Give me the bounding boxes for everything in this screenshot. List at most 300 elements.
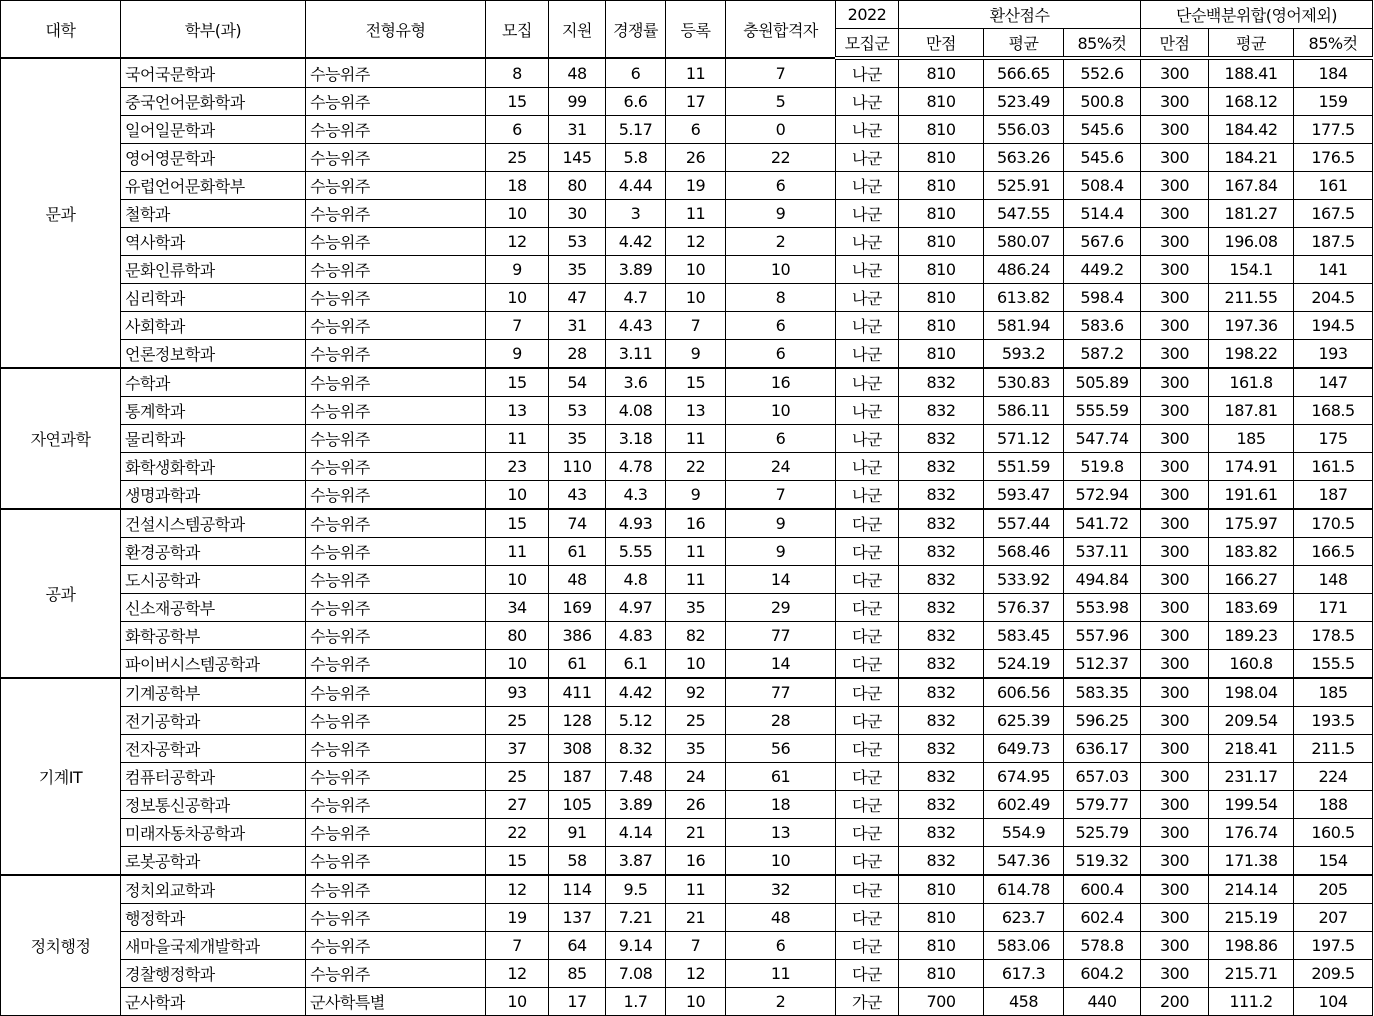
pct-cut-cell: 160.5 [1294, 819, 1373, 847]
conv-avg-cell: 556.03 [984, 116, 1064, 144]
dept-cell: 역사학과 [121, 228, 306, 256]
conv-full-cell: 832 [899, 791, 984, 819]
quota-cell: 15 [486, 88, 549, 116]
extra-cell: 32 [726, 875, 836, 904]
dept-cell: 생명과학과 [121, 481, 306, 510]
conv-cut-cell: 519.32 [1064, 847, 1141, 876]
ratio-cell: 6.1 [606, 650, 666, 679]
pct-cut-cell: 177.5 [1294, 116, 1373, 144]
dept-cell: 물리학과 [121, 425, 306, 453]
dept-cell: 철학과 [121, 200, 306, 228]
type-cell: 수능위주 [306, 847, 486, 876]
table-row [1, 622, 1373, 650]
group-cell: 다군 [836, 960, 899, 988]
type-cell: 수능위주 [306, 707, 486, 735]
pct-avg-cell: 160.8 [1209, 650, 1294, 679]
pct-full-cell: 300 [1141, 200, 1209, 228]
conv-avg-cell: 613.82 [984, 284, 1064, 312]
conv-cut-cell: 541.72 [1064, 509, 1141, 538]
type-cell: 수능위주 [306, 172, 486, 200]
conv-avg-cell: 566.65 [984, 58, 1064, 88]
extra-cell: 61 [726, 763, 836, 791]
quota-cell: 9 [486, 256, 549, 284]
conv-cut-cell: 449.2 [1064, 256, 1141, 284]
table-row [1, 256, 1373, 284]
quota-cell: 93 [486, 678, 549, 707]
conv-avg-cell: 583.06 [984, 932, 1064, 960]
table-row [1, 228, 1373, 256]
group-cell: 다군 [836, 847, 899, 876]
registered-cell: 17 [666, 88, 726, 116]
type-cell: 수능위주 [306, 116, 486, 144]
quota-cell: 25 [486, 144, 549, 172]
table-row [1, 566, 1373, 594]
applicants-cell: 128 [549, 707, 606, 735]
registered-cell: 11 [666, 566, 726, 594]
group-cell: 나군 [836, 340, 899, 369]
table-row [1, 763, 1373, 791]
header-percentile: 단순백분위합(영어제외) [1141, 1, 1373, 29]
pct-cut-cell: 187.5 [1294, 228, 1373, 256]
table-row [1, 481, 1373, 510]
registered-cell: 10 [666, 988, 726, 1016]
ratio-cell: 4.97 [606, 594, 666, 622]
header-pct-avg: 평균 [1209, 29, 1294, 59]
type-cell: 수능위주 [306, 622, 486, 650]
pct-cut-cell: 175 [1294, 425, 1373, 453]
pct-full-cell: 300 [1141, 509, 1209, 538]
type-cell: 수능위주 [306, 228, 486, 256]
header-converted: 환산점수 [899, 1, 1141, 29]
pct-cut-cell: 197.5 [1294, 932, 1373, 960]
header-conv-full: 만점 [899, 29, 984, 59]
extra-cell: 28 [726, 707, 836, 735]
type-cell: 수능위주 [306, 58, 486, 88]
extra-cell: 29 [726, 594, 836, 622]
type-cell: 수능위주 [306, 144, 486, 172]
dept-cell: 화학생화학과 [121, 453, 306, 481]
conv-full-cell: 810 [899, 256, 984, 284]
registered-cell: 11 [666, 200, 726, 228]
pct-cut-cell: 161.5 [1294, 453, 1373, 481]
conv-full-cell: 810 [899, 228, 984, 256]
extra-cell: 56 [726, 735, 836, 763]
ratio-cell: 9.14 [606, 932, 666, 960]
registered-cell: 24 [666, 763, 726, 791]
conv-full-cell: 832 [899, 763, 984, 791]
dept-cell: 영어영문학과 [121, 144, 306, 172]
conv-full-cell: 832 [899, 847, 984, 876]
extra-cell: 77 [726, 622, 836, 650]
ratio-cell: 3 [606, 200, 666, 228]
table-row [1, 707, 1373, 735]
registered-cell: 19 [666, 172, 726, 200]
pct-cut-cell: 178.5 [1294, 622, 1373, 650]
type-cell: 군사학특별 [306, 988, 486, 1016]
type-cell: 수능위주 [306, 256, 486, 284]
pct-avg-cell: 183.82 [1209, 538, 1294, 566]
applicants-cell: 31 [549, 312, 606, 340]
table-row [1, 425, 1373, 453]
table-row [1, 735, 1373, 763]
type-cell: 수능위주 [306, 397, 486, 425]
header-dept: 학부(과) [121, 1, 306, 59]
extra-cell: 7 [726, 481, 836, 510]
conv-avg-cell: 523.49 [984, 88, 1064, 116]
ratio-cell: 4.8 [606, 566, 666, 594]
quota-cell: 22 [486, 819, 549, 847]
table-row [1, 791, 1373, 819]
pct-cut-cell: 167.5 [1294, 200, 1373, 228]
dept-cell: 로봇공학과 [121, 847, 306, 876]
group-cell: 다군 [836, 594, 899, 622]
pct-cut-cell: 205 [1294, 875, 1373, 904]
pct-avg-cell: 196.08 [1209, 228, 1294, 256]
conv-avg-cell: 458 [984, 988, 1064, 1016]
group-cell: 나군 [836, 116, 899, 144]
table-row [1, 397, 1373, 425]
type-cell: 수능위주 [306, 509, 486, 538]
quota-cell: 15 [486, 509, 549, 538]
pct-avg-cell: 215.71 [1209, 960, 1294, 988]
registered-cell: 21 [666, 904, 726, 932]
extra-cell: 11 [726, 960, 836, 988]
pct-cut-cell: 209.5 [1294, 960, 1373, 988]
registered-cell: 11 [666, 875, 726, 904]
group-cell: 다군 [836, 622, 899, 650]
applicants-cell: 91 [549, 819, 606, 847]
conv-avg-cell: 557.44 [984, 509, 1064, 538]
extra-cell: 2 [726, 228, 836, 256]
applicants-cell: 47 [549, 284, 606, 312]
quota-cell: 27 [486, 791, 549, 819]
quota-cell: 80 [486, 622, 549, 650]
dept-cell: 정치외교학과 [121, 875, 306, 904]
conv-avg-cell: 576.37 [984, 594, 1064, 622]
extra-cell: 6 [726, 312, 836, 340]
pct-avg-cell: 174.91 [1209, 453, 1294, 481]
extra-cell: 9 [726, 538, 836, 566]
type-cell: 수능위주 [306, 368, 486, 397]
conv-cut-cell: 553.98 [1064, 594, 1141, 622]
conv-cut-cell: 579.77 [1064, 791, 1141, 819]
pct-avg-cell: 183.69 [1209, 594, 1294, 622]
applicants-cell: 308 [549, 735, 606, 763]
group-cell: 다군 [836, 735, 899, 763]
pct-cut-cell: 211.5 [1294, 735, 1373, 763]
pct-cut-cell: 168.5 [1294, 397, 1373, 425]
conv-full-cell: 832 [899, 453, 984, 481]
conv-avg-cell: 571.12 [984, 425, 1064, 453]
type-cell: 수능위주 [306, 594, 486, 622]
extra-cell: 6 [726, 172, 836, 200]
dept-cell: 환경공학과 [121, 538, 306, 566]
quota-cell: 15 [486, 368, 549, 397]
applicants-cell: 169 [549, 594, 606, 622]
pct-cut-cell: 224 [1294, 763, 1373, 791]
conv-full-cell: 832 [899, 538, 984, 566]
pct-avg-cell: 184.42 [1209, 116, 1294, 144]
ratio-cell: 4.08 [606, 397, 666, 425]
conv-avg-cell: 623.7 [984, 904, 1064, 932]
table-row [1, 678, 1373, 707]
dept-cell: 미래자동차공학과 [121, 819, 306, 847]
quota-cell: 7 [486, 932, 549, 960]
ratio-cell: 4.78 [606, 453, 666, 481]
conv-cut-cell: 583.6 [1064, 312, 1141, 340]
extra-cell: 6 [726, 425, 836, 453]
applicants-cell: 74 [549, 509, 606, 538]
pct-full-cell: 300 [1141, 960, 1209, 988]
table-row [1, 594, 1373, 622]
quota-cell: 12 [486, 960, 549, 988]
conv-full-cell: 832 [899, 650, 984, 679]
dept-cell: 도시공학과 [121, 566, 306, 594]
college-cell: 문과 [1, 58, 121, 368]
college-cell: 공과 [1, 509, 121, 678]
pct-avg-cell: 198.04 [1209, 678, 1294, 707]
header-ratio: 경쟁률 [606, 1, 666, 59]
pct-avg-cell: 161.8 [1209, 368, 1294, 397]
pct-avg-cell: 211.55 [1209, 284, 1294, 312]
table-row [1, 650, 1373, 679]
registered-cell: 9 [666, 481, 726, 510]
ratio-cell: 1.7 [606, 988, 666, 1016]
applicants-cell: 99 [549, 88, 606, 116]
header-conv-avg: 평균 [984, 29, 1064, 59]
group-cell: 나군 [836, 58, 899, 88]
pct-cut-cell: 170.5 [1294, 509, 1373, 538]
pct-full-cell: 300 [1141, 566, 1209, 594]
conv-full-cell: 810 [899, 58, 984, 88]
dept-cell: 새마을국제개발학과 [121, 932, 306, 960]
pct-avg-cell: 199.54 [1209, 791, 1294, 819]
applicants-cell: 48 [549, 58, 606, 88]
conv-full-cell: 832 [899, 594, 984, 622]
group-cell: 나군 [836, 397, 899, 425]
quota-cell: 37 [486, 735, 549, 763]
table-row [1, 932, 1373, 960]
extra-cell: 13 [726, 819, 836, 847]
conv-cut-cell: 636.17 [1064, 735, 1141, 763]
registered-cell: 10 [666, 650, 726, 679]
pct-cut-cell: 187 [1294, 481, 1373, 510]
pct-avg-cell: 167.84 [1209, 172, 1294, 200]
ratio-cell: 5.55 [606, 538, 666, 566]
registered-cell: 7 [666, 932, 726, 960]
pct-full-cell: 300 [1141, 622, 1209, 650]
conv-avg-cell: 617.3 [984, 960, 1064, 988]
pct-full-cell: 300 [1141, 791, 1209, 819]
table-row [1, 538, 1373, 566]
ratio-cell: 4.83 [606, 622, 666, 650]
header-conv-cut: 85%컷 [1064, 29, 1141, 59]
conv-avg-cell: 551.59 [984, 453, 1064, 481]
conv-full-cell: 810 [899, 904, 984, 932]
ratio-cell: 9.5 [606, 875, 666, 904]
conv-cut-cell: 600.4 [1064, 875, 1141, 904]
header-year: 2022 [836, 1, 899, 29]
quota-cell: 10 [486, 988, 549, 1016]
table-row [1, 144, 1373, 172]
type-cell: 수능위주 [306, 200, 486, 228]
pct-cut-cell: 141 [1294, 256, 1373, 284]
type-cell: 수능위주 [306, 875, 486, 904]
pct-full-cell: 300 [1141, 678, 1209, 707]
dept-cell: 컴퓨터공학과 [121, 763, 306, 791]
pct-avg-cell: 185 [1209, 425, 1294, 453]
group-cell: 나군 [836, 228, 899, 256]
pct-avg-cell: 181.27 [1209, 200, 1294, 228]
pct-cut-cell: 161 [1294, 172, 1373, 200]
conv-cut-cell: 545.6 [1064, 116, 1141, 144]
table-row [1, 368, 1373, 397]
type-cell: 수능위주 [306, 453, 486, 481]
group-cell: 다군 [836, 763, 899, 791]
extra-cell: 14 [726, 566, 836, 594]
pct-full-cell: 300 [1141, 735, 1209, 763]
conv-full-cell: 832 [899, 622, 984, 650]
pct-full-cell: 300 [1141, 481, 1209, 510]
applicants-cell: 61 [549, 650, 606, 679]
conv-full-cell: 832 [899, 481, 984, 510]
quota-cell: 25 [486, 707, 549, 735]
extra-cell: 2 [726, 988, 836, 1016]
ratio-cell: 4.42 [606, 228, 666, 256]
conv-full-cell: 832 [899, 735, 984, 763]
conv-full-cell: 810 [899, 340, 984, 369]
pct-full-cell: 200 [1141, 988, 1209, 1016]
type-cell: 수능위주 [306, 735, 486, 763]
pct-avg-cell: 171.38 [1209, 847, 1294, 876]
applicants-cell: 31 [549, 116, 606, 144]
conv-full-cell: 810 [899, 88, 984, 116]
applicants-cell: 58 [549, 847, 606, 876]
ratio-cell: 6 [606, 58, 666, 88]
group-cell: 나군 [836, 284, 899, 312]
pct-cut-cell: 194.5 [1294, 312, 1373, 340]
table-row [1, 312, 1373, 340]
conv-cut-cell: 508.4 [1064, 172, 1141, 200]
type-cell: 수능위주 [306, 791, 486, 819]
dept-cell: 전자공학과 [121, 735, 306, 763]
pct-full-cell: 300 [1141, 650, 1209, 679]
conv-cut-cell: 596.25 [1064, 707, 1141, 735]
ratio-cell: 7.21 [606, 904, 666, 932]
ratio-cell: 3.89 [606, 791, 666, 819]
applicants-cell: 64 [549, 932, 606, 960]
conv-avg-cell: 649.73 [984, 735, 1064, 763]
group-cell: 다군 [836, 538, 899, 566]
pct-avg-cell: 154.1 [1209, 256, 1294, 284]
extra-cell: 9 [726, 200, 836, 228]
extra-cell: 8 [726, 284, 836, 312]
pct-avg-cell: 209.54 [1209, 707, 1294, 735]
ratio-cell: 4.93 [606, 509, 666, 538]
conv-avg-cell: 525.91 [984, 172, 1064, 200]
quota-cell: 10 [486, 481, 549, 510]
registered-cell: 25 [666, 707, 726, 735]
pct-full-cell: 300 [1141, 397, 1209, 425]
table-row [1, 340, 1373, 369]
conv-full-cell: 700 [899, 988, 984, 1016]
pct-full-cell: 300 [1141, 368, 1209, 397]
table-row [1, 453, 1373, 481]
type-cell: 수능위주 [306, 481, 486, 510]
pct-avg-cell: 189.23 [1209, 622, 1294, 650]
conv-full-cell: 832 [899, 425, 984, 453]
pct-avg-cell: 215.19 [1209, 904, 1294, 932]
extra-cell: 18 [726, 791, 836, 819]
dept-cell: 화학공학부 [121, 622, 306, 650]
college-cell: 정치행정 [1, 875, 121, 1016]
type-cell: 수능위주 [306, 678, 486, 707]
registered-cell: 9 [666, 340, 726, 369]
conv-cut-cell: 602.4 [1064, 904, 1141, 932]
pct-full-cell: 300 [1141, 932, 1209, 960]
conv-cut-cell: 552.6 [1064, 58, 1141, 88]
conv-avg-cell: 547.55 [984, 200, 1064, 228]
conv-cut-cell: 525.79 [1064, 819, 1141, 847]
quota-cell: 13 [486, 397, 549, 425]
conv-full-cell: 810 [899, 960, 984, 988]
dept-cell: 신소재공학부 [121, 594, 306, 622]
conv-avg-cell: 563.26 [984, 144, 1064, 172]
group-cell: 다군 [836, 791, 899, 819]
group-cell: 나군 [836, 200, 899, 228]
table-row [1, 284, 1373, 312]
pct-cut-cell: 104 [1294, 988, 1373, 1016]
conv-avg-cell: 533.92 [984, 566, 1064, 594]
table-row [1, 904, 1373, 932]
pct-avg-cell: 175.97 [1209, 509, 1294, 538]
pct-full-cell: 300 [1141, 875, 1209, 904]
conv-cut-cell: 545.6 [1064, 144, 1141, 172]
group-cell: 나군 [836, 144, 899, 172]
registered-cell: 22 [666, 453, 726, 481]
pct-full-cell: 300 [1141, 58, 1209, 88]
conv-avg-cell: 614.78 [984, 875, 1064, 904]
conv-full-cell: 810 [899, 200, 984, 228]
registered-cell: 12 [666, 960, 726, 988]
ratio-cell: 5.17 [606, 116, 666, 144]
pct-avg-cell: 168.12 [1209, 88, 1294, 116]
ratio-cell: 5.12 [606, 707, 666, 735]
table-row [1, 88, 1373, 116]
conv-avg-cell: 625.39 [984, 707, 1064, 735]
group-cell: 가군 [836, 988, 899, 1016]
type-cell: 수능위주 [306, 340, 486, 369]
registered-cell: 10 [666, 284, 726, 312]
pct-full-cell: 300 [1141, 763, 1209, 791]
quota-cell: 9 [486, 340, 549, 369]
dept-cell: 전기공학과 [121, 707, 306, 735]
registered-cell: 92 [666, 678, 726, 707]
pct-avg-cell: 176.74 [1209, 819, 1294, 847]
group-cell: 다군 [836, 566, 899, 594]
registered-cell: 15 [666, 368, 726, 397]
pct-full-cell: 300 [1141, 172, 1209, 200]
conv-full-cell: 810 [899, 875, 984, 904]
pct-cut-cell: 176.5 [1294, 144, 1373, 172]
applicants-cell: 187 [549, 763, 606, 791]
ratio-cell: 3.87 [606, 847, 666, 876]
dept-cell: 국어국문학과 [121, 58, 306, 88]
ratio-cell: 4.7 [606, 284, 666, 312]
table-row [1, 988, 1373, 1016]
pct-cut-cell: 148 [1294, 566, 1373, 594]
pct-full-cell: 300 [1141, 144, 1209, 172]
